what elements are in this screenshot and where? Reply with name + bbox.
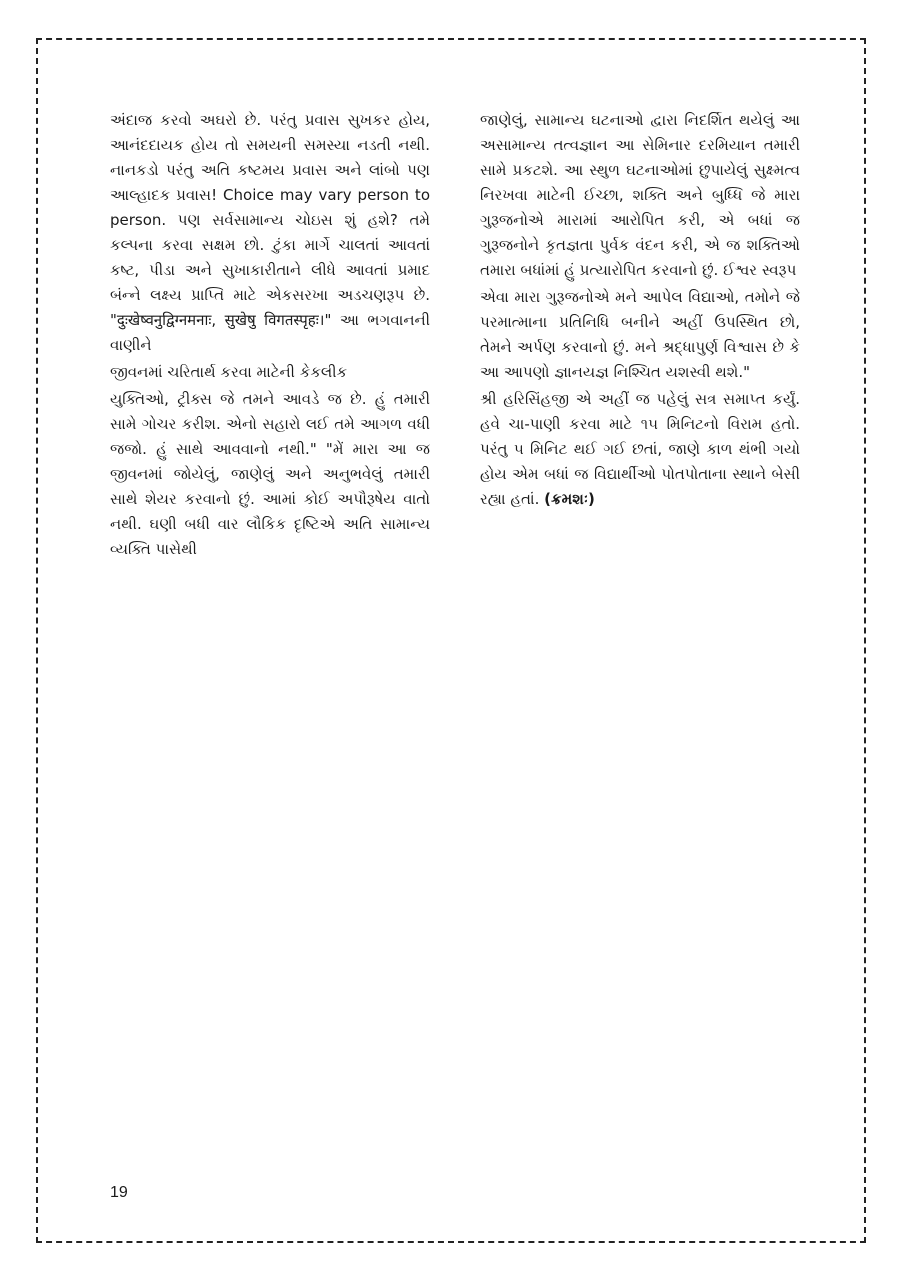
right-paragraph-3	[480, 387, 800, 512]
page-number: 19	[110, 1184, 128, 1201]
left-paragraph-1: અંદાજ કરવો અઘરો છે. પરંતુ પ્રવાસ સુખકર હોય, આનંદદાયક હોય તો સમયની સમસ્યા નડતી નથી. નાનકડો પરંતુ અતિ કષ્ટમય પ્રવાસ અને લાંબો પણ આલ્હાદક પ્રવાસ! Choice may vary person to person. પણ સર્વસામાન્ય ચોઇસ શું હશે? તમે કલ્પના કરવા સક્ષમ છો. ટુંકા માર્ગે ચાલતાં આવતાં કષ્ટ, પીડા અને સુખાકારીતાને લીધે આવતાં પ્રમાદ બંન્ને લક્ષ્ય પ્રાપ્તિ માટે એકસરખા અડચણરૂપ છે. "दुःखेष्वनुद्विग्नमनाः, सुखेषु विगतस्पृहः।" આ ભગવાનની વાણીને	[110, 111, 430, 354]
left-paragraph-2: જીવનમાં ચરિતાર્થ કરવા માટેની કેકલીક	[110, 363, 348, 381]
right-paragraph-2: એવા મારા ગુરૂજનોએ મને આપેલ વિદ્યાઓ, તમોને જે પરમાત્માના પ્રતિનિધિ બનીને અહીં ઉપસ્થિત છો, તેમને અર્પણ કરવાનો છું. મને શ્રદ્ધાપુર્ણ વિશ્વાસ છે કે આ આપણો જ્ઞાનયજ્ઞ નિશ્ચિત યશસ્વી થશે."	[480, 288, 800, 381]
right-paragraph-1: જાણેલું, સામાન્ય ઘટનાઓ દ્વારા નિદર્શિત થયેલું આ અસામાન્ય તત્વજ્ઞાન આ સેમિનાર દરમિયાન તમારી સામે પ્રકટશે. આ સ્થુળ ઘટનાઓમાં છુપાયેલું સુક્ષ્મત્વ નિરખવા માટેની ઈચ્છા, શક્તિ અને બુધ્ધિ જે મારા ગુરૂજનોએ મારામાં આરોપિત કરી, એ બધાં જ ગુરૂજનોને કૃતજ્ઞતા પુર્વક વંદન કરી, એ જ શક્તિઓ તમારા બધાંમાં હું પ્રત્યારોપિત કરવાનો છું. ઈશ્વર સ્વરૂપ	[480, 111, 800, 279]
right-paragraph-3-text: શ્રી હરિસિંહજી એ અહીં જ પહેલું સત્ર સમાપ્ત કર્યું. હવે ચા-પાણી કરવા માટે ૧૫ મિનિટનો વિરામ હતો. પરંતુ ૫ મિનિટ થઈ ગઈ છતાં, જાણે કાળ થંભી ગયો હોય એમ બધાં જ વિદ્યાર્થીઓ પોતપોતાના સ્થાને બેસી રહ્યા હતાં.	[480, 390, 800, 508]
right-column	[480, 108, 800, 512]
continued-marker: (ક્રમશઃ)	[544, 490, 595, 508]
left-column	[110, 108, 430, 562]
left-paragraph-3: યુક્તિઓ, ટ્રીક્સ જે તમને આવડે જ છે. હું તમારી સામે ગોચર કરીશ. એનો સહારો લઈ તમે આગળ વધી જજો. હું સાથે આવવાનો નથી." "મેં મારા આ જ જીવનમાં જોયેલું, જાણેલું અને અનુભવેલું તમારી સાથે શેયર કરવાનો છું. આમાં કોઈ અપૌરૂષેય વાતો નથી. ઘણી બધી વાર લૌકિક દૃષ્ટિએ અતિ સામાન્ય વ્યક્તિ પાસેથી	[110, 390, 430, 558]
